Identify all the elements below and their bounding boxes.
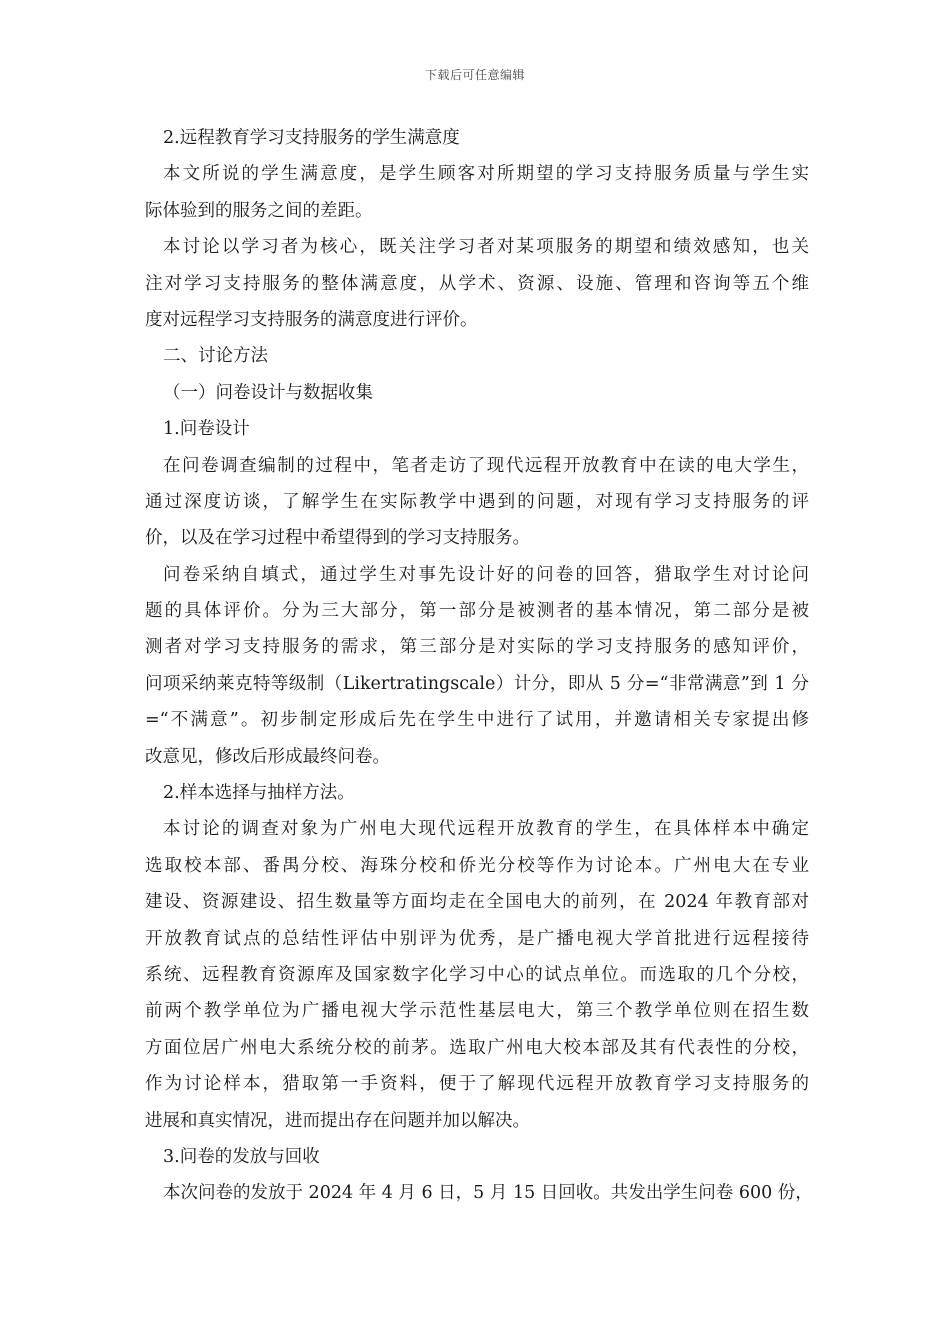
text-line: 建设、资源建设、招生数量等方面均走在全国电大的前列，在 2024 年教育部对 (145, 892, 809, 913)
text-line: 2.样本选择与抽样方法。 (163, 783, 355, 804)
text-line: 际体验到的服务之间的差距。 (145, 200, 373, 221)
text-line: 问项采纳莱克特等级制（Likertratingscale）计分，即从 5 分=“非常满意”到 1 分 (145, 673, 809, 694)
text-line: 本次问卷的发放于 2024 年 4 月 6 日，5 月 15 日回收。共发出学生问卷 600 份， (163, 1183, 813, 1204)
text-line: 二、讨论方法 (163, 346, 268, 367)
text-line: 改意见，修改后形成最终问卷。 (145, 746, 390, 767)
text-line: 前两个教学单位为广播电视大学示范性基层电大，第三个教学单位则在招生数 (145, 1001, 809, 1022)
text-line: 测者对学习支持服务的需求，第三部分是对实际的学习支持服务的感知评价， (145, 637, 809, 658)
text-line: 题的具体评价。分为三大部分，第一部分是被测者的基本情况，第二部分是被 (145, 601, 809, 622)
text-line: 系统、远程教育资源库及国家数字化学习中心的试点单位。而选取的几个分校， (145, 964, 809, 985)
text-line: 选取校本部、番禺分校、海珠分校和侨光分校等作为讨论本。广州电大在专业 (145, 855, 809, 876)
text-line: 价，以及在学习过程中希望得到的学习支持服务。 (145, 528, 530, 549)
page-header-note: 下载后可任意编辑 (424, 68, 525, 82)
text-line: 问卷采纳自填式，通过学生对事先设计好的问卷的回答，猎取学生对讨论问 (163, 564, 809, 585)
document-body (145, 120, 813, 1212)
text-line: 在问卷调查编制的过程中，笔者走访了现代远程开放教育中在读的电大学生， (163, 455, 809, 476)
text-line: 度对远程学习支持服务的满意度进行评价。 (145, 309, 478, 330)
text-line: 进展和真实情况，进而提出存在问题并加以解决。 (145, 1110, 530, 1131)
text-line: 本讨论以学习者为核心，既关注学习者对某项服务的期望和绩效感知，也关 (163, 237, 809, 258)
text-line: 作为讨论样本，猎取第一手资料，便于了解现代远程开放教育学习支持服务的 (145, 1074, 809, 1095)
text-line: 方面位居广州电大系统分校的前茅。选取广州电大校本部及其有代表性的分校， (145, 1037, 809, 1058)
text-line: 2.远程教育学习支持服务的学生满意度 (163, 128, 460, 148)
text-line: 1.问卷设计 (163, 419, 250, 440)
text-line: （一）问卷设计与数据收集 (163, 382, 373, 403)
text-line: 通过深度访谈，了解学生在实际教学中遇到的问题，对现有学习支持服务的评 (145, 491, 809, 512)
text-line: 3.问卷的发放与回收 (163, 1146, 320, 1167)
text-line: =“不满意”。初步制定形成后先在学生中进行了试用，并邀请相关专家提出修 (145, 710, 809, 731)
text-line: 注对学习支持服务的整体满意度，从学术、资源、设施、管理和咨询等五个维 (145, 273, 809, 294)
text-line: 本讨论的调查对象为广州电大现代远程开放教育的学生，在具体样本中确定 (163, 819, 809, 840)
text-line: 本文所说的学生满意度，是学生顾客对所期望的学习支持服务质量与学生实 (163, 164, 809, 185)
text-line: 开放教育试点的总结性评估中别评为优秀，是广播电视大学首批进行远程接待 (145, 928, 809, 949)
